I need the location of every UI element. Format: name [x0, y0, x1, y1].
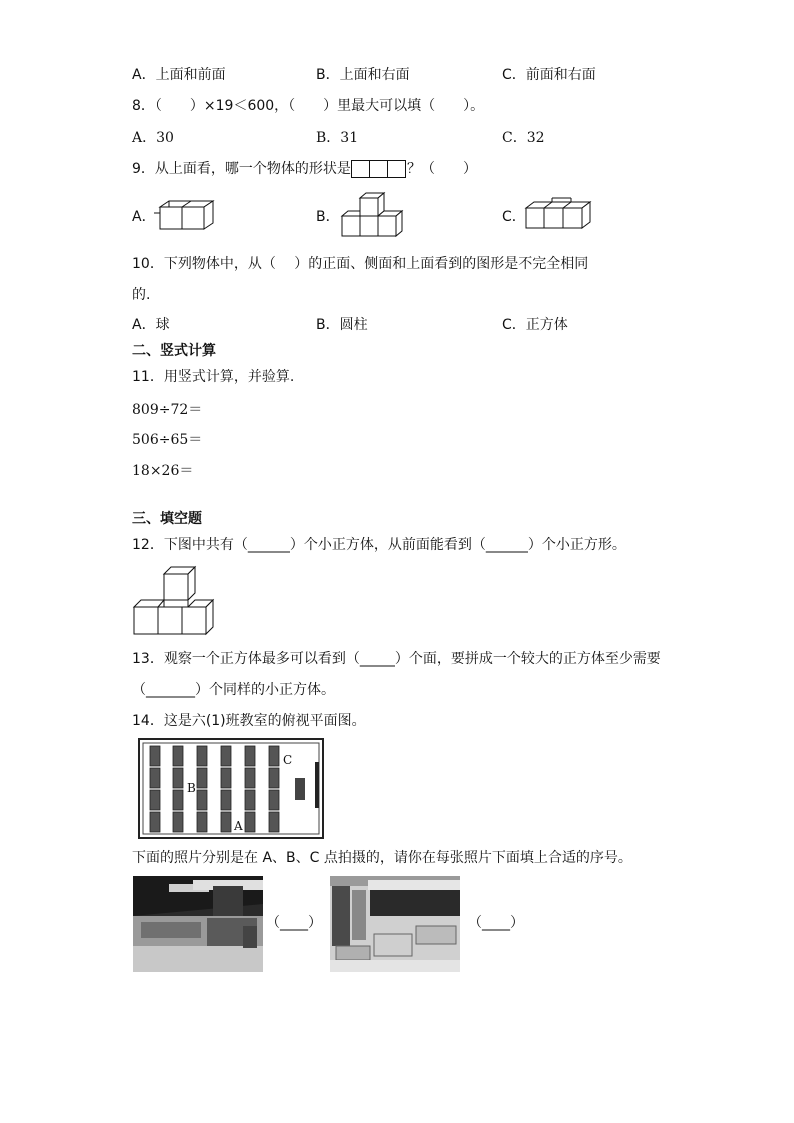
q10-line2: 的. [132, 287, 151, 303]
q13-line2: （_______）个同样的小正方体。 [132, 682, 335, 698]
q7-option-b: B．上面和右面 [316, 67, 410, 83]
section3-title: 三、填空题 [132, 511, 202, 527]
desk [150, 812, 160, 832]
desk [197, 746, 207, 766]
q10-option-b: B．圆柱 [316, 317, 368, 333]
q9-option-a-label: A． [132, 209, 156, 225]
q11-item-1: 809÷72＝ [132, 402, 203, 418]
q8-option-b: B．31 [316, 130, 359, 146]
q14-instruction: 下面的照片分别是在 A、B、C 点拍摄的，请你在每张照片下面填上合适的序号。 [132, 850, 632, 866]
q13-line1: 13．观察一个正方体最多可以看到（_____）个面，要拼成一个较大的正方体至少需要 [132, 651, 661, 667]
desk [173, 790, 183, 810]
classroom-photo-1 [133, 876, 263, 972]
classroom-floor-plan [138, 738, 326, 840]
q9-stem-before: 9．从上面看，哪一个物体的形状是 [132, 161, 351, 177]
desk [245, 812, 255, 832]
q9-stem-after: ？（ ） [407, 161, 477, 177]
q11-item-2: 506÷65＝ [132, 432, 203, 448]
desk [221, 790, 231, 810]
desk [173, 746, 183, 766]
q9-option-b-figure [340, 192, 406, 238]
q12-stem: 12．下图中共有（______）个小正方体，从前面能看到（______）个小正方形。 [132, 537, 626, 553]
q10-option-c: C．正方体 [502, 317, 568, 333]
q9-shape-figure [351, 160, 407, 178]
desk [221, 812, 231, 832]
plan-label-a: A [234, 819, 243, 833]
desk [150, 768, 160, 788]
q9-option-c-label: C． [502, 209, 526, 225]
plan-label-b: B [187, 781, 196, 795]
q8-stem: 8．（ ）×19＜600，（ ）里最大可以填（ ）。 [132, 98, 485, 114]
desk [269, 812, 279, 832]
q9-option-c-figure [524, 198, 592, 232]
q10-line1: 10．下列物体中，从（ ）的正面、侧面和上面看到的图形是不完全相同 [132, 256, 589, 272]
desk [245, 790, 255, 810]
photo1-answer-blank[interactable]: （____） [266, 915, 322, 931]
desk [173, 768, 183, 788]
desk [197, 812, 207, 832]
q8-option-c: C．32 [502, 130, 545, 146]
desk [150, 790, 160, 810]
desk [269, 790, 279, 810]
q10-option-a: A．球 [132, 317, 170, 333]
desk [150, 746, 160, 766]
q9-option-b-label: B． [316, 209, 340, 225]
desk [221, 746, 231, 766]
q7-option-c: C．前面和右面 [502, 67, 596, 83]
desk [245, 746, 255, 766]
q11-item-3: 18×26＝ [132, 463, 194, 479]
desk [269, 768, 279, 788]
q14-stem: 14．这是六(1)班教室的俯视平面图。 [132, 713, 366, 729]
plan-label-c: C [283, 753, 293, 767]
q12-cube-figure [132, 566, 214, 636]
photo2-answer-blank[interactable]: （____） [468, 915, 524, 931]
desk [221, 768, 231, 788]
desk [197, 768, 207, 788]
desk [245, 768, 255, 788]
section2-title: 二、竖式计算 [132, 343, 216, 359]
desk [197, 790, 207, 810]
desk [173, 812, 183, 832]
q7-option-a: A．上面和前面 [132, 67, 226, 83]
q8-option-a: A．30 [132, 130, 174, 146]
desk [269, 746, 279, 766]
classroom-photo-2 [330, 876, 460, 972]
q11-stem: 11．用竖式计算，并验算. [132, 369, 295, 385]
q9-option-a-figure [152, 199, 214, 233]
